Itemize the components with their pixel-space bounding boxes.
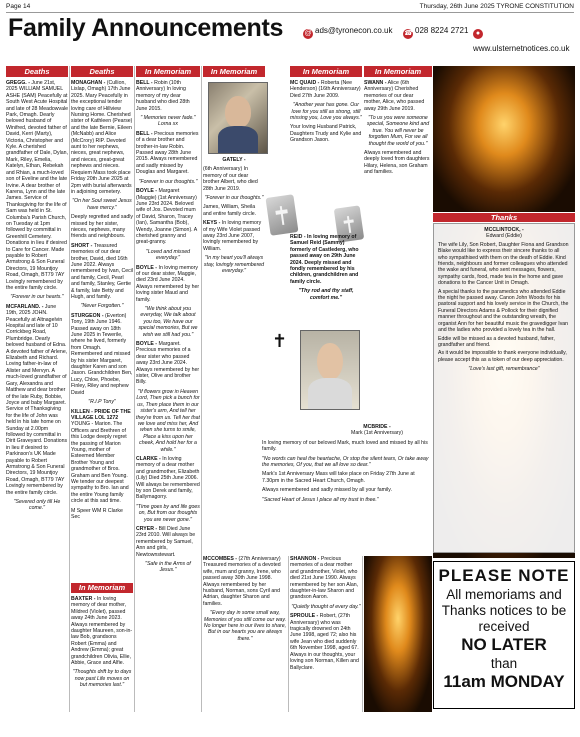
- notice-subtitle: Edward (Eddie): [486, 233, 522, 240]
- divider: [288, 556, 289, 712]
- notice-text: Always remembered and sadly missed by all your family.: [262, 487, 392, 494]
- subheader-thanks: Thanks: [433, 213, 575, 222]
- notice-name: MCBRIDE -: [363, 424, 391, 430]
- notice-name: GATELY -: [222, 157, 246, 163]
- notice-text: In loving memory of Samuel Reid (Sammy) formerly of Castlederg, who passed away on 29th June 2024. Deeply missed and fondly remembered by his children, grandchildren and family circle.: [290, 234, 359, 285]
- memoriam-column-4: [203, 157, 265, 327]
- notice-verse: "Time goes by and life goes on, But from our thoughts you are never gone.": [136, 503, 200, 523]
- notice-text: Precious memories of a dear mother and grandmother, Violet, who died 21st June 1990. Always remembered by her son Alan, daughter-in-law Sharon and grandson Aaron.: [290, 556, 359, 601]
- memoriam-mccombes: [203, 556, 287, 712]
- memoriam-reid: [290, 234, 362, 324]
- page-header: [6, 3, 574, 13]
- col-header-memoriam: In Memoriam: [290, 66, 362, 77]
- notice-text: Treasured memories of our dear brother, David, died 16th June 2022. Always remembered by Ivan, Cecil and family, Cecil, Pearl and family, Stanley, Gertie & family, late Betty and Hugh, and family.: [71, 242, 133, 300]
- notice-name: BOYLE -: [136, 264, 158, 271]
- notice-verse: "We think about you everyday, We talk about you too, We have our special memories, But we wish we still had you.": [138, 306, 198, 338]
- memoriam-column-3: [136, 80, 200, 712]
- memoriam-column-5: [290, 80, 362, 220]
- notice-verse: " Memories never fade." Lorna xx: [140, 115, 196, 128]
- notice-verse: "Sacred Heart of Jesus I place all my trust in thee.": [262, 496, 379, 503]
- notice-name: SHANNON -: [290, 556, 320, 562]
- notice-verse: "On her Soul sweet Jesus have mercy.": [72, 198, 132, 211]
- notice-text: (27th Anniversary) Treasured memories of a devoted wife, mum and granny, Irene, who passed away 30th June 1998. Always remembered by her husband, Norman, sons Cyril and Adrian, daughter Sharon and families.: [203, 556, 281, 607]
- notice-name: MONAGHAN -: [71, 80, 106, 86]
- notice-verse: "No words can heal the heartache, Or stop the silent tears, Or take away the memories, Of you, that we all love so dear.": [262, 455, 429, 469]
- divider: [69, 66, 70, 712]
- notice-line: All memoriams and Thanks notices to be received: [441, 587, 567, 634]
- notice-name: CLARKE -: [136, 455, 161, 462]
- deaths-column-1: [6, 80, 68, 712]
- notice-text: Deeply regretted and sadly missed by her sister, nieces, nephews, many friends and neighbours.: [71, 214, 133, 240]
- notice-text: Margaret. Precious memories of a dear sister who passed away 23rd June 2024. Always remembered by her sister, Olive and brother Billy.: [136, 341, 200, 386]
- divider: [362, 556, 363, 712]
- notice-name: KEYS -: [203, 220, 221, 227]
- notice-text: June 21st, 2025 WILLIAM SAMUEL ASHE (SAM) Peacefully at South West Acute Hospital and late of 28 Meadowvale Park, Omagh. Dearly beloved husband of Winifred, devoted father of David, Kerri (Marty), Victoria, Christopher and Kyle. A cherished grandfather of Dale, Dylan, Mark, Riley, Emelia, Katelyn, Ethan, Rebekah and Rhian, a much-loved son of Eveline and the late Irvine. A dear brother of Karena, Lynn and the late James. Service of Thanksgiving for the life of Sam was held in St. Columba's Parish Church, on Tuesday at 1pm followed by committal in Greenhill Cemetery. Donations in lieu if desired to Care for Cancer. Made payable to Robert Armstrong & Son Funeral Directors, 19 Mountjoy Road, Omagh, BT79 7AY Lovingly remembered by the entire family circle.: [6, 80, 68, 291]
- web-icon: ●: [473, 29, 483, 39]
- deadline-notice: [433, 561, 575, 709]
- notice-text: In loving memory of a dear mother and grandmother, Elizabeth (Lily) Died 25th June 2006. Will always be remembered by son Derek and family, Ballymagorry.: [136, 455, 200, 501]
- notice-name: CRYER -: [136, 526, 158, 532]
- notice-text: Roberta (Nee Henderson) (16th Anniversary) Died 27th June 2009.: [290, 80, 361, 99]
- memoriam-shannon-sproule: [290, 556, 362, 712]
- notice-verse: "Quietly thought of every day.": [291, 603, 361, 610]
- notice-text: Margaret (Maggie) (1st Anniversary) June 23rd 2024. Beloved wife of Jos. Devoted mum of David, Sharon, Tracey (Ian), Samantha (Bob), Wendy, Joanne (Simon). A cherished granny and great-granny.: [136, 188, 197, 246]
- notice-name: MC QUAID -: [290, 80, 320, 86]
- notice-verse: "Safe in the Arms of Jesus.": [145, 561, 191, 574]
- notice-verse: "To us you were someone special, Someone kind and true. You will never be forgotten Mum, For we all thought the world of you.": [366, 115, 430, 147]
- notice-verse: "Forever in our hearts.": [10, 294, 64, 301]
- subheader-memoriam: In Memoriam: [71, 583, 133, 593]
- candle-image: [433, 66, 575, 212]
- col-header-deaths: Deaths: [6, 66, 68, 77]
- notice-verse: "Loved and missed everyday.": [146, 248, 190, 262]
- notice-text: In loving memory of our beloved Mark, much loved and missed by all his family.: [262, 439, 428, 453]
- notice-heading: PLEASE NOTE: [438, 566, 570, 585]
- notice-text: Always remembered and deeply loved from daughters Hilary, Helena, son Graham and families.: [364, 150, 430, 176]
- notice-verse: "In my heart you'll always stay, lovingly remembered everyday.": [203, 255, 265, 275]
- notice-name: SPROULE -: [290, 613, 319, 620]
- email-icon: @: [304, 30, 312, 37]
- notice-text: Bill Died June 23rd 2010. Will always be remembered by Samuel, Ann and girls, Newtownstewart.: [136, 526, 196, 558]
- notice-text: In loving memory of our dear sister, Maggie, died 23rd June 2024. Always remembered by her loving sister Maud and family.: [136, 264, 200, 303]
- notice-text: Robert, (27th Anniversary) who was tragically drowned on 24th June 1998, aged 72; also his wife Jean who died suddenly 6th November 1998, aged 67. Always in our thoughts, your loving son Norman, Killen and Ballyclare.: [290, 613, 359, 671]
- col-header-memoriam: In Memoriam: [364, 66, 432, 77]
- notice-text: Eddie will be missed as a devoted husband, father, grandfather and friend.: [438, 335, 555, 348]
- notice-text: A special thanks to the paramedics who attended Eddie the night he passed away. Canon John Woods for his pastoral support and his lovely service in the Church, the Funeral Directors Adams & Pollock for their dignified manner throughout and the outstanding wreath, the organist Ann for her beautiful music the gravedigger Ivan and the ladies who provided a lovely tea in the hall.: [438, 288, 569, 334]
- notice-text: YOUNG - Marion. The Officers and Brethren of this Lodge deeply regret the passing of Marion Young, mother of Esteemed Member Brother Young and grandmother of Bros. Graham and Ben Young. We tender our deepest sympathy to Bro. Ian and the entire Young family circle at this sad time.: [71, 421, 129, 505]
- divider: [201, 66, 202, 712]
- notice-name: REID -: [290, 234, 306, 240]
- notice-text: Robin (10th Anniversary) In loving memory of my dear husband who died 28th June 2015.: [136, 80, 190, 112]
- notice-name: MCCLINTOCK, -: [484, 227, 524, 233]
- notice-emphasis: 11am MONDAY: [443, 672, 565, 691]
- divider: [134, 66, 135, 712]
- notice-name: GREGG. -: [6, 80, 30, 86]
- notice-text: (Cullion, Lislap, Omagh) 17th June 2025. Mary Peacefully in the exceptional tender loving care of Hillview Nursing Home. Cherished sister of Kathleen (Pearse) and the late Bernie, Eileen (McNabb) and Alice (McCrory) RIP. Devoted aunt to her nephews, nieces, great nephews, and nieces, great-great nephews and nieces. Requiem Mass took place Friday 20th June 2025 at 2pm with burial afterwards in adjoining cemetery.: [71, 80, 133, 195]
- notice-text: The wife Lily, Son Robert, Daughter Fiona and Grandson Blake would like to express their sincere thanks to all who sympathised with them on the death of Eddie. Kind friends, neighbours and former colleagues who attended the wake and funeral, who sent messages, flowers, sympathy cards, food, made tea in the home and gave donations to the Cancer Unit in Omagh.: [438, 241, 569, 287]
- notice-verse: "Every day in some small way, Memories of you still come our way. No longer here in our lives to share, But in our hearts you are always there.": [203, 610, 287, 642]
- notice-emphasis: NO LATER: [461, 635, 547, 654]
- col-header-memoriam: In Memoriam: [203, 66, 265, 77]
- notice-name: KILLEN - PRIDE OF THE VILLAGE LOL 1272: [71, 408, 131, 421]
- notice-text: In loving memory of dear mother, Mildred (Violet), passed away 24th June 2023. Always remembered by daughter Maureen, son-in-law Bob, grandsons Robert (Emma) and Andrew (Emma); great grandchildren Olivia, Ellie, Abbie, Grace and Alfie.: [71, 596, 133, 667]
- notice-verse: "Thoughts drift by to days now past Life moves on but memories last.": [72, 669, 132, 689]
- col-header-memoriam: In Memoriam: [136, 66, 200, 77]
- notice-name: MCFARLAND. -: [6, 303, 44, 310]
- notice-line: than: [490, 656, 518, 671]
- notice-text: As it would be impossible to thank everyone individually, please accept this as a token of our deep appreciation.: [438, 350, 567, 363]
- notice-text: (Everton) Tony, 19th June 1946. Passed away on 18th June 2025 in Tewerile, where he lived, formerly from Omagh. Remembered and missed by his sister Margaret, daughter Karen and son Jason. Grandchildren Ben, Lucy, Chloe, Phoebe, Finley, Riley and nephew David: [71, 312, 133, 396]
- notice-verse: "Forever in our thoughts.": [138, 178, 198, 185]
- notice-subtitle: Mark (1st Anniversary): [351, 430, 403, 437]
- memorial-photo: [208, 82, 268, 154]
- notice-text: Precious memories of a dear brother and brother-in-law Robin. Passed away 28th June 2015. Always remembered and sadly missed by Douglas and Margaret.: [136, 130, 199, 176]
- notice-text: June 19th, 2025 JOHN. Peacefully at Altnagelvin Hospital and late of 10 Corrickbeg Road, Plumbridge. Dearly beloved husband of Edna. A devoted father of Arlene, Elizabeth and Richard. Loving father-in-law of Alister and Mervyn. A much-loved grandfather of Gary, Alexandra and Matthew and dear brother of the late Ruby, Bobbie, Joyce and baby Margaret. Service of Thanksgiving for the life of John was held in his late home on Sunday at 2.00pm followed by committal in Dirit Graveyard. Donations in lieu if desired to Parkinson's UK Made payable to Robert Armstrong & Son Funeral Directors, 19 Mountjoy Road, Omagh, BT79 7AY Lovingly remembered by the entire family circle.: [6, 303, 68, 496]
- notice-signature: Your loving Husband Patrick, Daughters Trudy and Kylie and Grandson Jason.: [290, 124, 362, 144]
- page-number: Page 14: [6, 3, 31, 10]
- notice-verse: "Love's last gift, remembrance": [468, 366, 540, 373]
- contact-bar: [303, 22, 575, 53]
- notice-verse: "R.I.P Tony": [88, 399, 116, 406]
- notice-verse: "Thy rod and thy staff, comfort me.": [298, 288, 354, 301]
- notice-name: BELL -: [136, 130, 153, 137]
- notice-verse: "If flowers grow in Heaven Lord, Then pick a bunch for us, Then place them in our sister's arm, And tell her they're from us. Tell her that we love and miss her, And when she turns to smile, Place a kiss upon her cheek, And hold her for a while.": [136, 388, 200, 453]
- deaths-column-2: [71, 80, 133, 575]
- notice-name: SHORT -: [71, 242, 93, 249]
- thanks-notice: [433, 223, 575, 553]
- notice-verse: "Never Forgotten.": [80, 303, 124, 310]
- memorial-photo: [300, 330, 360, 410]
- memoriam-column-6: [364, 80, 432, 220]
- phone-icon: ☎: [403, 30, 413, 37]
- candle-image: [364, 556, 432, 712]
- contact-email[interactable]: @ ads@tyronecon.co.uk: [304, 26, 393, 37]
- notice-name: BELL -: [136, 80, 153, 86]
- col-header-deaths: Deaths: [71, 66, 133, 77]
- issue-date: Thursday, 26th June 2025 TYRONE CONSTITUTION: [419, 3, 574, 10]
- contact-web[interactable]: ●www.ulsternetnotices.co.uk: [473, 30, 570, 53]
- page-title: Family Announcements: [8, 14, 284, 42]
- memoriam-column-2: [71, 596, 133, 712]
- cross-icon: ✝: [272, 331, 288, 351]
- notice-name: BOYLE -: [136, 341, 158, 348]
- notice-name: BAXTER -: [71, 596, 96, 602]
- memoriam-mcbride: [262, 424, 432, 548]
- notice-text: Mark's 1st Anniversary Mass will take place on Friday 27th June at 7.30pm in the Sacred Heart Church, Omagh.: [262, 471, 415, 484]
- notice-signature: M Speer WM R Clarke Sec: [71, 507, 123, 520]
- notice-verse: "Severed only till He come.": [13, 499, 61, 512]
- notice-verse: "Another year has gone. Our love for you still as strong, still missing you, Love you always.": [290, 102, 362, 122]
- notice-name: STURGEON -: [71, 312, 104, 319]
- notice-name: MCCOMBES -: [203, 556, 238, 562]
- notice-text: (6th Anniversary) In memory of our dear brother Albert, who died 28th June 2019.: [203, 166, 258, 192]
- notice-name: BOYLE -: [136, 188, 158, 195]
- notice-verse: "Forever in our thoughts.": [204, 195, 264, 202]
- contact-phone[interactable]: ☎ 028 8224 2721: [403, 26, 469, 37]
- notice-signature: James, William, Sheila and entire family circle.: [203, 204, 257, 217]
- notice-name: SWANN -: [364, 80, 387, 86]
- notice-text: Alice (6th Anniversary) Cherished memories of our dear mother, Alice, who passed away 29th June 2019.: [364, 80, 425, 112]
- notice-text: In loving memory of my Wife Violet passed away 23rd June 2007, lovingly remembered by William.: [203, 220, 262, 252]
